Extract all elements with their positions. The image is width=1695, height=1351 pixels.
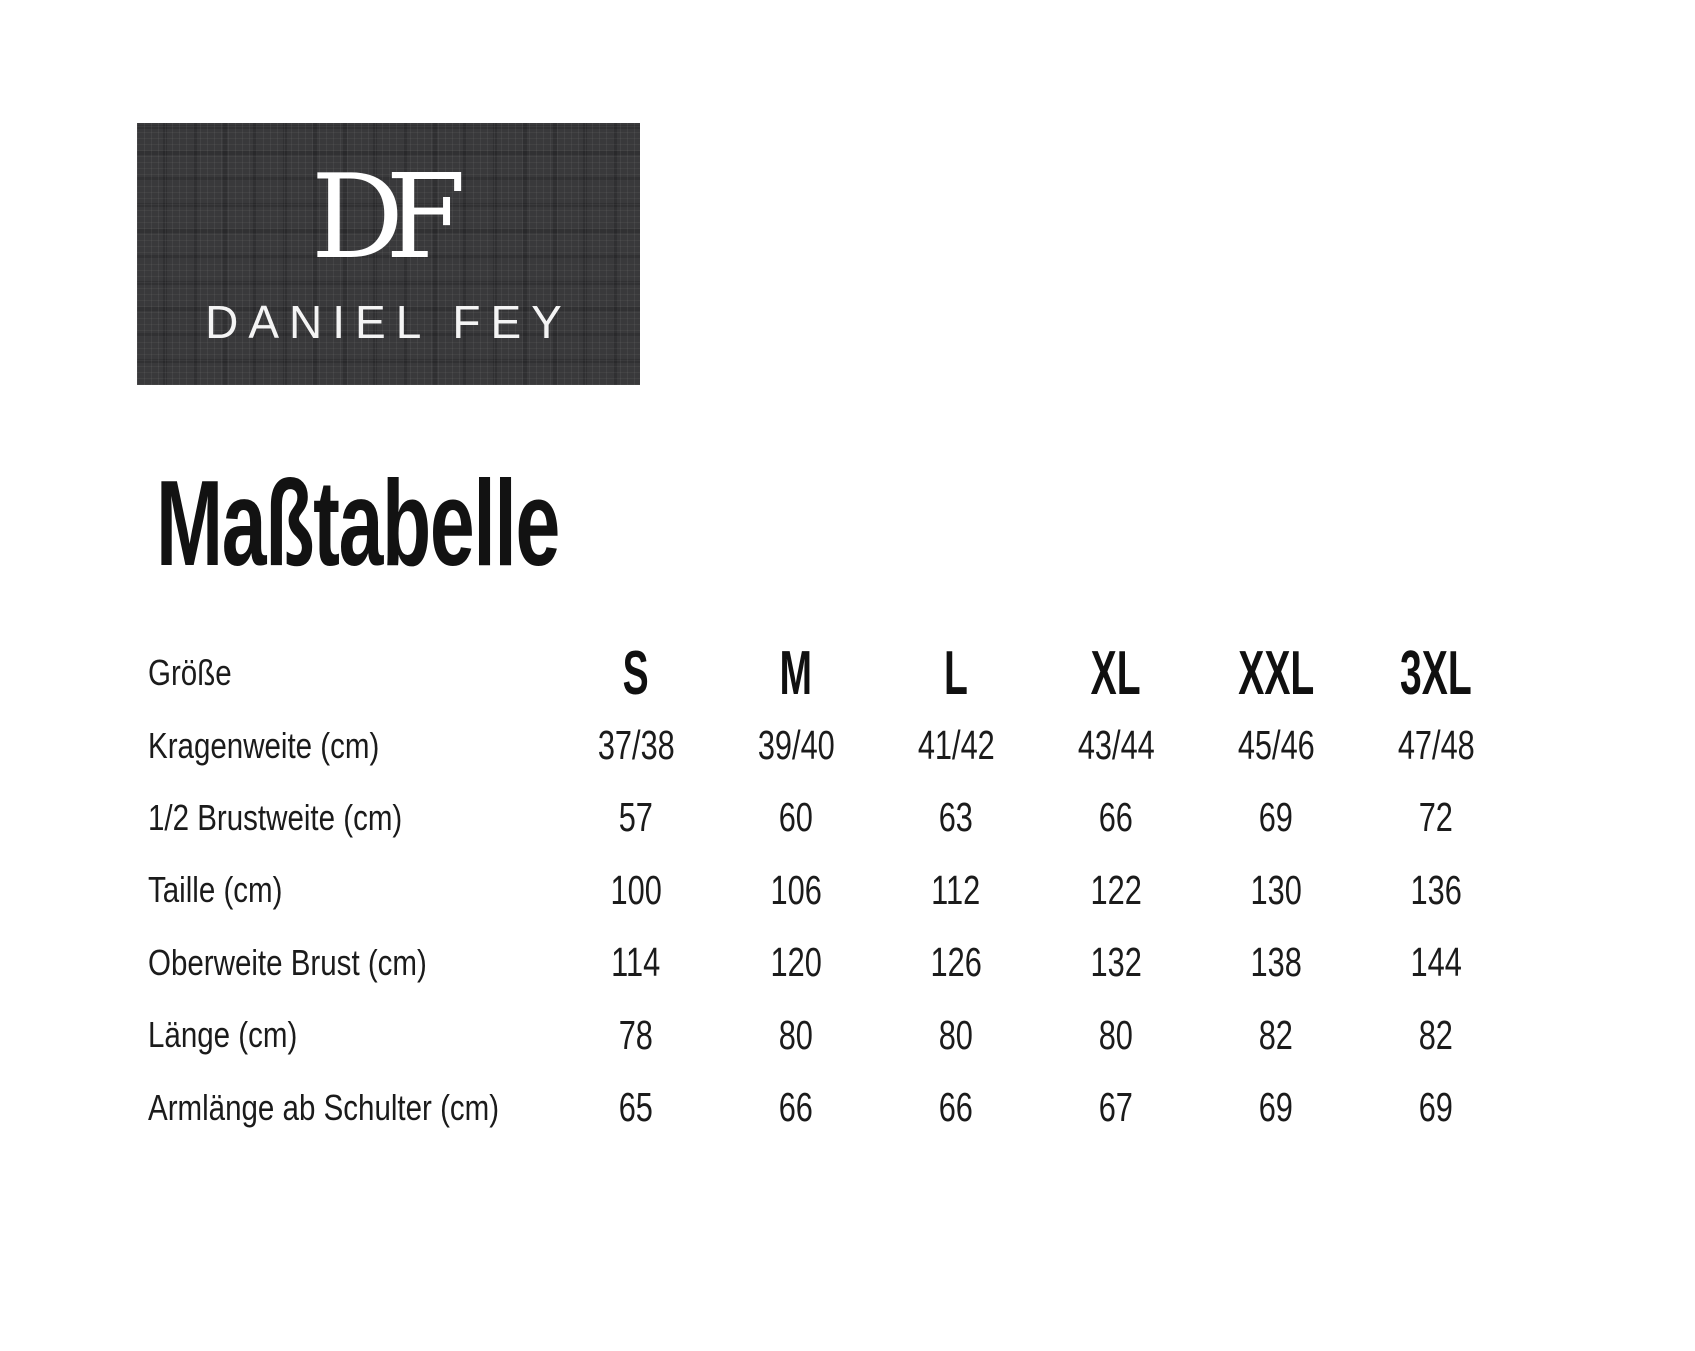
table-cell: 72 — [1418, 794, 1454, 841]
table-cell: 80 — [778, 1011, 814, 1058]
table-cell: 69 — [1258, 1084, 1294, 1131]
table-cell: 69 — [1258, 794, 1294, 841]
table-cell: 138 — [1250, 939, 1302, 986]
table-cell: 100 — [610, 866, 662, 913]
row-label: Länge (cm) — [148, 1014, 298, 1056]
column-header-xl: XL — [1091, 638, 1141, 708]
table-cell: 114 — [611, 939, 661, 986]
table-cell: 126 — [930, 939, 982, 986]
column-header-xxl: XXL — [1238, 638, 1314, 708]
table-cell: 66 — [1098, 794, 1134, 841]
table-cell: 82 — [1258, 1011, 1294, 1058]
table-cell: 144 — [1410, 939, 1462, 986]
table-cell: 47/48 — [1397, 722, 1475, 769]
table-cell: 120 — [770, 939, 822, 986]
table-cell: 66 — [778, 1084, 814, 1131]
table-cell: 67 — [1098, 1084, 1134, 1131]
table-cell: 122 — [1090, 866, 1142, 913]
table-cell: 37/38 — [597, 722, 675, 769]
table-cell: 39/40 — [757, 722, 835, 769]
table-cell: 45/46 — [1237, 722, 1315, 769]
table-cell: 130 — [1250, 866, 1302, 913]
table-cell: 69 — [1418, 1084, 1454, 1131]
table-cell: 80 — [938, 1011, 974, 1058]
table-cell: 60 — [778, 794, 814, 841]
size-label: Größe — [148, 652, 232, 694]
row-label: Kragenweite (cm) — [148, 724, 380, 766]
column-header-3xl: 3XL — [1400, 638, 1472, 708]
table-cell: 41/42 — [917, 722, 995, 769]
row-label: 1/2 Brustweite (cm) — [148, 796, 403, 838]
page-title: Maßtabelle — [156, 455, 559, 591]
row-label: Oberweite Brust (cm) — [148, 941, 427, 983]
table-cell: 65 — [618, 1084, 654, 1131]
table-cell: 78 — [618, 1011, 654, 1058]
table-cell: 57 — [618, 794, 654, 841]
column-header-s: S — [622, 638, 650, 708]
brand-logo — [137, 123, 640, 385]
size-table — [148, 637, 1516, 1144]
logo-wordmark: DANIEL FEY — [205, 296, 572, 349]
table-cell: 66 — [938, 1084, 974, 1131]
table-cell: 80 — [1098, 1011, 1134, 1058]
row-label: Taille (cm) — [148, 869, 283, 911]
table-cell: 43/44 — [1077, 722, 1155, 769]
table-cell: 63 — [938, 794, 974, 841]
table-cell: 136 — [1410, 866, 1462, 913]
table-header-size-label — [148, 637, 556, 709]
column-header-l: L — [944, 638, 968, 708]
row-label: Armlänge ab Schulter (cm) — [148, 1086, 500, 1128]
table-cell: 132 — [1090, 939, 1142, 986]
table-cell: 106 — [770, 866, 822, 913]
table-cell: 112 — [931, 866, 981, 913]
logo-monogram: DF — [311, 149, 448, 285]
column-header-m: M — [779, 638, 813, 708]
table-cell: 82 — [1418, 1011, 1454, 1058]
